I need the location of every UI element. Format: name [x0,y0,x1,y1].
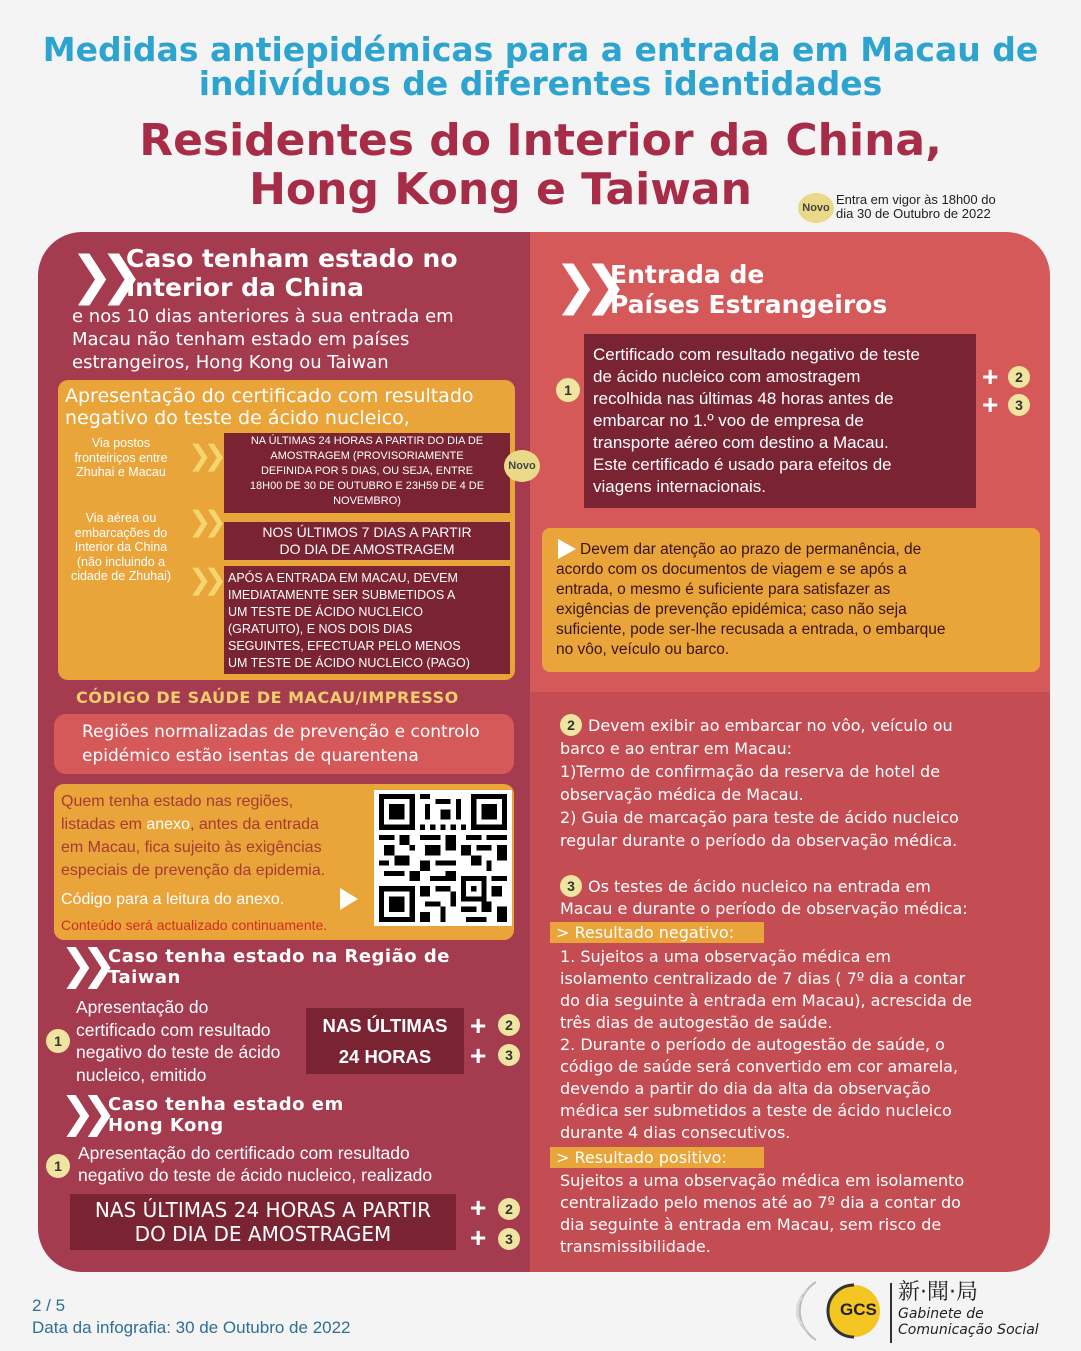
box1-line: 18H00 DE 30 DE OUTUBRO E 23H59 DE 4 DE [249,480,485,492]
taiwan-heading-1: Caso tenha estado na Região de [108,946,450,967]
notice-line: acordo com os documentos de viagem e se após a [556,561,907,578]
plus-icon: + [982,389,999,420]
notice-line: entrada, o mesmo é suficiente para satisfazer as [556,581,891,598]
header-line-2: indivíduos de diferentes identidades [198,64,883,103]
chevron-icon: ❯❯ [188,505,219,538]
foreign-heading-1: Entrada de [610,260,765,289]
s2-line: observação médica de Macau. [560,785,804,804]
pos-line: transmissibilidade. [560,1237,711,1256]
hongkong-box-line-1: NAS ÚLTIMAS 24 HORAS A PARTIR [94,1198,432,1222]
number-2-badge: 2 [560,714,582,736]
mainland-heading-2: Interior da China [126,273,364,302]
play-arrow-icon [340,888,358,910]
pos-line: centralizado pelo menos até ao 7º dia a contar do [560,1193,961,1212]
logo-text: GCS [840,1300,877,1319]
infographic-date: Data da infografia: 30 de Outubro de 2022 [32,1318,351,1337]
box3-line: (GRATUITO), E NOS DOIS DIAS [228,622,413,636]
s2-line: barco e ao entrar em Macau: [560,739,793,758]
chevron-icon: ❯❯ [60,1088,103,1137]
box2-line: DO DIA DE AMOSTRAGEM [279,541,455,557]
taiwan-line: negativo do teste de ácido [76,1042,281,1062]
exhibit-docs-text [560,714,959,852]
neg-line: 2. Durante o período de autogestão de saúde, o [560,1035,945,1054]
route1-line: Via postos [91,436,151,450]
org-name [898,1280,1039,1338]
plus-icon: + [470,1222,487,1253]
s2-line: regular durante o período da observação médica. [560,831,958,850]
org-name-1: Gabinete de [898,1306,984,1322]
number-3-badge: 3 [560,875,582,897]
s3-line: Macau e durante o período de observação médica: [560,899,968,918]
number-1-badge: 1 [556,378,580,402]
number-3-badge: 3 [498,1228,520,1250]
neg-line: isolamento centralizado de 7 dias ( 7º dia a contar [560,969,966,988]
chevron-icon: ❯❯ [60,940,103,989]
hongkong-line-1: Apresentação do certificado com resultado [78,1143,410,1163]
route-zhuhai [56,436,186,480]
negative-result-tag: > Resultado negativo: [550,922,764,943]
number-2-badge: 2 [1008,366,1030,388]
taiwan-heading-2: Taiwan [108,967,181,988]
mainland-sub-2: Macau não tenham estado em países [72,329,410,350]
hongkong-heading-1: Caso tenha estado em [108,1094,344,1115]
page-title-2: Hong Kong e Taiwan [249,164,752,215]
update-note: Conteúdo será actualizado continuamente. [61,917,328,933]
foreign-cert-line: Este certificado é usado para efeitos de [593,455,892,474]
hongkong-text [78,1142,432,1186]
cert-line-2: negativo do teste de ácido nucleico, [65,407,410,429]
box3-line: APÓS A ENTRADA EM MACAU, DEVEM [228,571,458,585]
neg-line: médica ser submetidos a teste de ácido nucleico [560,1101,952,1120]
new-badge: Novo [798,193,834,223]
tests-text [560,876,968,920]
org-name-cn: 新·聞·局 [898,1280,978,1305]
hongkong-heading-2: Hong Kong [108,1115,224,1136]
special-line: , antes da entrada [189,816,319,833]
route2-line: Via aérea ou [85,511,157,525]
box2-line: NOS ÚLTIMOS 7 DIAS A PARTIR [262,524,472,540]
number-3-badge: 3 [1008,394,1030,416]
neg-line: três dias de autogestão de saúde. [560,1013,833,1032]
negative-result-text [560,946,972,1144]
neg-line: devendo a partir do dia da alta da observação [560,1079,931,1098]
plus-icon: + [470,1192,487,1223]
foreign-cert-line: recolhida nas últimas 48 horas antes de [593,389,894,408]
route2-line: embarcações do [74,525,168,540]
number-2-badge: 2 [498,1198,520,1220]
box3-line: IMEDIATAMENTE SER SUBMETIDOS A [228,588,456,602]
mainland-heading [126,244,458,302]
health-code-label: CÓDIGO DE SAÚDE DE MACAU/IMPRESSO [76,688,459,707]
route2-line: cidade de Zhuhai) [70,569,172,583]
foreign-heading-2: Países Estrangeiros [610,290,888,319]
number-2-badge: 2 [498,1014,520,1036]
footer-info [32,1295,351,1339]
route-air-sea [56,511,186,584]
hongkong-line-2: negativo do teste de ácido nucleico, realizado [78,1165,433,1185]
special-line: listadas em [61,816,147,833]
route2-line: Interior da China [74,540,168,554]
header-line-1: Medidas antiepidémicas para a entrada em Macau de [42,30,1039,69]
foreign-cert-line: de ácido nucleico com amostragem [593,367,861,386]
foreign-heading [610,260,887,320]
neg-line: 1. Sujeitos a uma observação médica em [560,947,891,966]
taiwan-text [76,996,280,1086]
effective-line-1: Entra em vigor às 18h00 do [836,192,996,207]
pos-line: dia seguinte à entrada em Macau, sem risco de [560,1215,942,1234]
foreign-cert-line: embarcar no 1.º voo de empresa de [593,411,864,430]
effective-line-2: dia 30 de Outubro de 2022 [836,206,991,221]
effective-date [836,193,996,221]
chevron-icon: ❯❯ [188,439,219,472]
special-line: Quem tenha estado nas regiões, [61,793,294,810]
chevron-icon: ❯❯ [70,246,130,306]
logo-divider [890,1283,892,1343]
air-sea-requirement [224,522,510,560]
box1-line: DEFINIDA POR 5 DIAS, OU SEJA, ENTRE [260,465,474,477]
pos-line: Sujeitos a uma observação médica em isolamento [560,1171,965,1190]
notice-line: no vôo, veículo ou barco. [556,641,730,658]
neg-line: código de saúde será convertido em cor amarela, [560,1057,959,1076]
mainland-sub-3: estrangeiros, Hong Kong ou Taiwan [72,352,389,373]
box3-line: UM TESTE DE ÁCIDO NUCLEICO (PAGO) [228,656,470,670]
neg-line: durante 4 dias consecutivos. [560,1123,791,1142]
gcs-logo [796,1276,888,1346]
notice-line: suficiente, pode ser-lhe recusada a entrada, o embarque [556,621,946,638]
qr-code[interactable] [374,790,512,926]
qr-label: Código para a leitura do anexo. [61,891,285,908]
foreign-cert-box [584,334,976,508]
neg-line: do dia seguinte à entrada em Macau), acrescida de [560,991,972,1010]
box1-line: AMOSTRAGEM (PROVISORIAMENTE [270,450,464,462]
org-name-2: Comunicação Social [898,1322,1039,1338]
hongkong-heading [108,1094,344,1136]
hongkong-box-line-2: DO DIA DE AMOSTRAGEM [134,1222,392,1246]
plus-icon: + [470,1010,487,1041]
normalized-regions-box [54,714,514,774]
foreign-cert-line: viagens internacionais. [593,477,766,496]
special-line: especiais de prevenção da epidemia. [61,862,326,879]
hongkong-24h-box [70,1194,456,1250]
page-title-1: Residentes do Interior da China, [139,115,942,166]
foreign-cert-line: Certificado com resultado negativo de teste [593,345,920,364]
plus-icon: + [470,1040,487,1071]
taiwan-line: certificado com resultado [76,1019,271,1040]
page-number: 2 / 5 [32,1296,66,1315]
regions-line-2: epidémico estão isentas de quarentena [82,746,419,766]
s2-line: 1)Termo de confirmação da reserva de hotel de [560,762,941,781]
regions-line-1: Regiões normalizadas de prevenção e controlo [82,722,480,742]
special-regions-text [61,790,325,882]
mainland-cert-text [65,385,474,429]
route2-line: (não incluindo a [76,554,166,569]
foreign-cert-line: transporte aéreo com destino a Macau. [593,433,889,452]
main-card [38,232,1050,1272]
zhuhai-requirement [224,433,510,513]
cert-line-1: Apresentação do certificado com resultado [65,385,474,407]
mainland-subtitle [72,305,454,374]
route1-line: Zhuhai e Macau [76,465,166,479]
box1-line: NA ÚLTIMAS 24 HORAS A PARTIR DO DIA DE [250,435,484,447]
number-1-badge: 1 [46,1154,70,1178]
s2-line: 2) Guia de marcação para teste de ácido nucleico [560,808,959,827]
notice-line: Devem dar atenção ao prazo de permanência, de [580,541,922,558]
s3-line: Os testes de ácido nucleico na entrada em [588,877,931,896]
annex-link[interactable]: anexo [146,816,190,833]
entry-test-requirement [224,566,510,674]
mainland-heading-1: Caso tenham estado no [126,244,458,273]
taiwan-heading [108,946,450,988]
box3-line: UM TESTE DE ÁCIDO NUCLEICO [228,605,423,619]
qr-code-icon [378,794,508,922]
box3-line: SEGUINTES, EFECTUAR PELO MENOS [228,639,461,653]
taiwan-line: nucleico, emitido [76,1064,207,1085]
taiwan-24h-box [306,1008,464,1074]
taiwan-line: Apresentação do [76,997,209,1017]
chevron-icon: ❯❯ [554,256,614,316]
new-badge: Novo [504,450,540,482]
special-line: em Macau, fica sujeito às exigências [61,839,322,856]
positive-result-text [560,1170,964,1258]
s2-line: Devem exibir ao embarcar no vôo, veículo ou [588,716,953,735]
taiwan-box-line-1: NAS ÚLTIMAS [322,1015,448,1036]
stay-notice-text [556,540,945,660]
taiwan-box-line-2: 24 HORAS [338,1046,432,1067]
route1-line: fronteiriços entre [74,450,168,465]
plus-icon: + [982,361,999,392]
mainland-sub-1: e nos 10 dias anteriores à sua entrada em [72,306,454,327]
number-3-badge: 3 [498,1044,520,1066]
number-1-badge: 1 [46,1029,70,1053]
positive-result-tag: > Resultado positivo: [550,1147,764,1168]
chevron-icon: ❯❯ [188,563,219,596]
box1-line: NOVEMBRO) [333,495,401,507]
notice-line: exigências de prevenção epidémica; caso não seja [556,601,907,618]
